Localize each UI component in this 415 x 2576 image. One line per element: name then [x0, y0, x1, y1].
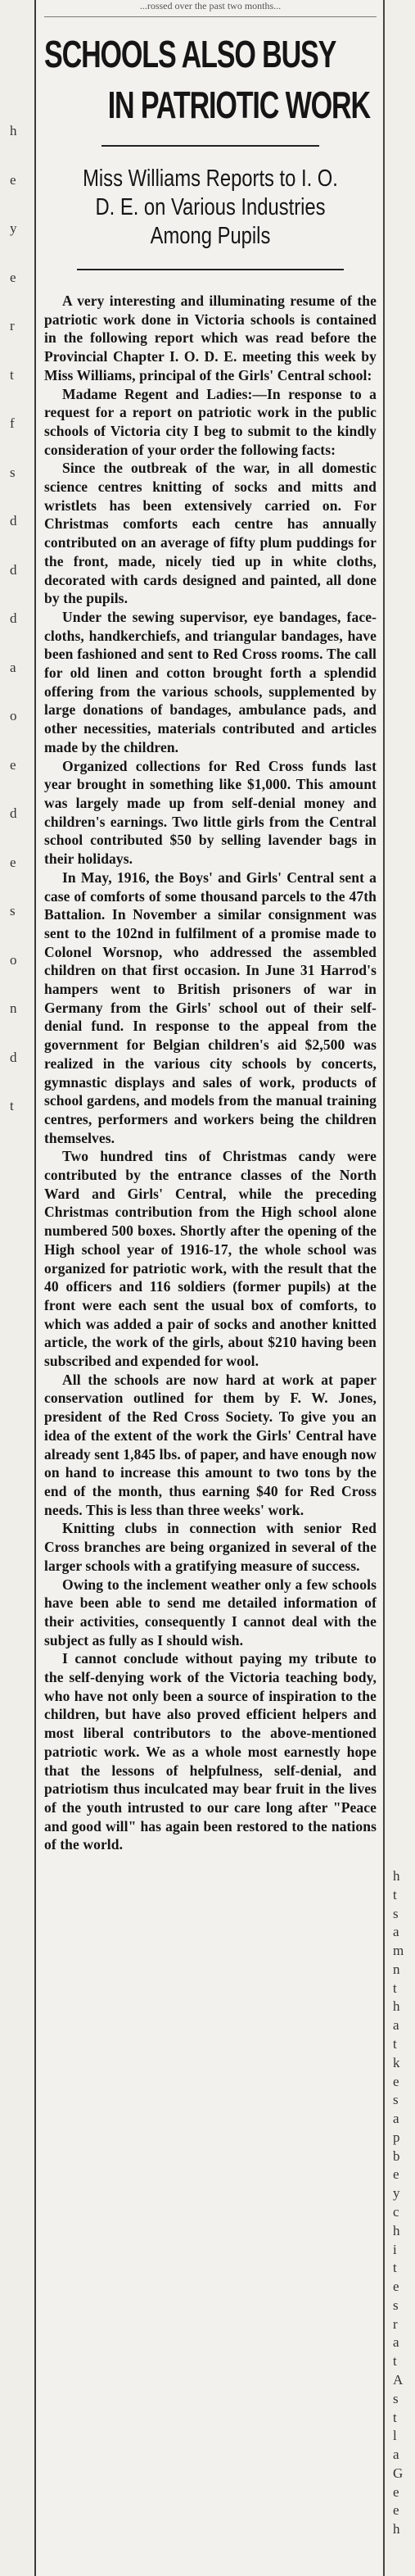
left-margin-letter: t — [10, 1098, 14, 1113]
headline — [44, 29, 370, 130]
right-margin-letter: k — [393, 2055, 400, 2070]
left-margin-letter: n — [10, 1000, 17, 1016]
right-margin-letter: e — [393, 2279, 399, 2294]
right-margin-letter: s — [393, 2092, 399, 2107]
left-margin-letter: y — [10, 220, 17, 236]
right-margin-letter: a — [393, 2447, 399, 2462]
right-margin-letter: s — [393, 2391, 399, 2406]
headline-line-1: SCHOOLS ALSO BUSY — [44, 33, 336, 75]
right-margin-letter: G — [393, 2465, 404, 2481]
right-margin-letter: m — [393, 1943, 404, 1958]
right-margin-letter: t — [393, 2353, 397, 2369]
paragraph-collections: Organized collections for Red Cross funds last year brought in something like $1,000. This amount was largely made up from self-denial money and children's earnings. Two little girls from the Central school contributed $50 by selling lavender bags in their holidays. — [44, 757, 377, 868]
paragraph-intro: A very interesting and illuminating resume of the patriotic work done in Victoria schools is contained in the following report which was read before the Provincial Chapter I. O. D. E. meeting this week by Miss Williams, principal of the Girls' Central school: — [44, 293, 377, 383]
left-margin-letter: d — [10, 513, 17, 528]
right-margin-letter: n — [393, 1961, 400, 1977]
right-margin-letter: s — [393, 2297, 399, 2313]
right-margin-letter: y — [393, 2185, 400, 2201]
headline-line-2: IN PATRIOTIC WORK — [107, 84, 370, 126]
right-margin-letter: e — [393, 2166, 399, 2182]
paragraph-domestic-science: Since the outbreak of the war, in all domestic science centres knitting of socks and mitts and wristlets has been extensively carried on. For Christmas comforts each centre has annually contributed on an average of fifty plum puddings for the front, made, nicely tied up in white cloths, decorated with cards designed and painted, all done by the pupils. — [44, 460, 377, 607]
right-margin-letter: r — [393, 2316, 398, 2332]
right-margin-letter: t — [393, 2410, 397, 2425]
left-margin-letter: a — [10, 660, 16, 675]
right-margin-letter: t — [393, 2036, 397, 2052]
left-margin-letter: t — [10, 367, 14, 383]
right-margin-letter: s — [393, 1906, 399, 1921]
subheadline: Miss Williams Reports to I. O. D. E. on Various Industries Among Pupils — [83, 166, 338, 249]
paragraph-knitting: Knitting clubs in connection with senior Red Cross branches are being organized in several of the larger schools with a gratifying measure of success. — [44, 1520, 377, 1574]
right-margin-letter: e — [393, 2074, 399, 2089]
right-margin-letter: h — [393, 2223, 400, 2238]
left-margin-letter: d — [10, 805, 17, 821]
paragraph-candy: Two hundred tins of Christmas candy were contributed by the entrance classes of the North Ward and Girls' Central, while the preceding Christmas contribution from the High school alone numbered 500 boxes. Shortly after the opening of the High school year of 1916-17, the whole school was organized for patriotic work, with the result that the 40 officers and 116 soldiers (former pupils) at the front were each sent the usual box of comforts, to which was added a pair of socks and another knitted article, the work of the girls, about $210 having been subscribed and expended for wool. — [44, 1148, 377, 1370]
right-margin-letter: t — [393, 2260, 397, 2275]
left-margin-letter: d — [10, 610, 17, 626]
right-margin-letter: c — [393, 2204, 399, 2220]
right-margin-letter: t — [393, 1980, 397, 1996]
article-body — [44, 292, 377, 1854]
left-margin-letter: e — [10, 855, 16, 870]
left-margin-letter: d — [10, 1050, 17, 1065]
left-margin-letter: e — [10, 270, 16, 285]
right-margin-letter: i — [393, 2242, 397, 2257]
right-margin-letter: h — [393, 1868, 400, 1884]
left-margin-letter: o — [10, 952, 17, 968]
right-margin-letter: l — [393, 2428, 397, 2443]
paragraph-comforts: In May, 1916, the Boys' and Girls' Central sent a case of comforts of some thousand parcels to the 47th Battalion. In November a similar consignment was sent to the 102nd in fulfilment of a promise made to Colonel Worsnop, who addressed the assembled children on that first occasion. In June 31 Harrod's hampers went to British prisoners of war in Germany from the Girls' school out of their self-denial fund. In response to the appeal from the government for Belgian children's aid $2,500 was realized in the various city schools by concerts, gymnastic displays and sales of work, products of school gardens, and models from the manual training centres, performers and workers being the children themselves. — [44, 868, 377, 1146]
left-margin-letter: f — [10, 415, 15, 431]
right-margin-letter: h — [393, 2521, 400, 2537]
right-margin-letter: h — [393, 1998, 400, 2014]
newspaper-article — [44, 0, 377, 2576]
left-margin-letter: e — [10, 757, 16, 773]
right-margin-letter: a — [393, 2111, 399, 2126]
left-margin-letter: h — [10, 123, 17, 138]
column-rule-right — [383, 0, 385, 2576]
headline-divider — [101, 145, 319, 147]
paragraph-salutation: Madame Regent and Ladies:—In response to a request for a report on patriotic work in the public schools of Victoria city I beg to submit to the kindly consideration of your order the following facts: — [44, 385, 377, 458]
right-margin-letter: A — [393, 2372, 404, 2388]
right-margin-letter: e — [393, 2502, 399, 2518]
left-margin-letter: r — [10, 318, 15, 333]
left-column-fragments — [0, 0, 34, 2576]
left-margin-letter: d — [10, 562, 17, 578]
right-margin-letter: p — [393, 2129, 400, 2145]
left-margin-letter: s — [10, 465, 16, 480]
right-margin-letter: a — [393, 2017, 399, 2033]
left-margin-letter: e — [10, 172, 16, 188]
right-margin-letter: a — [393, 2334, 399, 2350]
left-margin-letter: o — [10, 708, 17, 723]
right-margin-letter: b — [393, 2148, 400, 2164]
subhead-divider — [77, 269, 344, 270]
top-cut-text: ...rossed over the past two months... — [44, 0, 377, 17]
paragraph-paper: All the schools are now hard at work at paper conservation outlined for them by F. W. Jones, president of the Red Cross Society. To give you an idea of the extent of the work the Girls' Central have already sent 1,845 lbs. of paper, and have enough now on hand to increase this amount to two tons by the end of the month, thus earning $40 for Red Cross needs. This is less than three weeks' work. — [44, 1371, 377, 1518]
right-margin-letter: a — [393, 1924, 399, 1939]
paragraph-weather: Owing to the inclement weather only a few schools have been able to send me detailed information of their activities, consequently I cannot deal with the subject as fully as I should wish. — [44, 1576, 377, 1649]
left-margin-letter: s — [10, 903, 16, 918]
paragraph-sewing: Under the sewing supervisor, eye bandages, face-cloths, handkerchiefs, and triangular bandages, have been fashioned and sent to Red Cross rooms. The call for old linen and cotton brought forth a splendid offering from the various schools, supplemented by large donations of bandages, ambulance pads, and other necessities, materials contributed and articles made by the children. — [44, 608, 377, 755]
right-margin-letter: e — [393, 2484, 399, 2500]
right-margin-letter: t — [393, 1887, 397, 1903]
paragraph-conclusion: I cannot conclude without paying my tribute to the self-denying work of the Victoria teaching body, who have not only been a source of inspiration to the children, but have also proved efficient helpers and most liberal contributors to the above-mentioned patriotic work. We as a whole most earnestly hope that the lessons of helpfulness, self-denial, and patriotism thus inculcated may bear fruit in the lives of the youth intrusted to our care long after "Peace and good will" has again been restored to the nations of the world. — [44, 1650, 377, 1853]
column-rule-left — [34, 0, 36, 2576]
